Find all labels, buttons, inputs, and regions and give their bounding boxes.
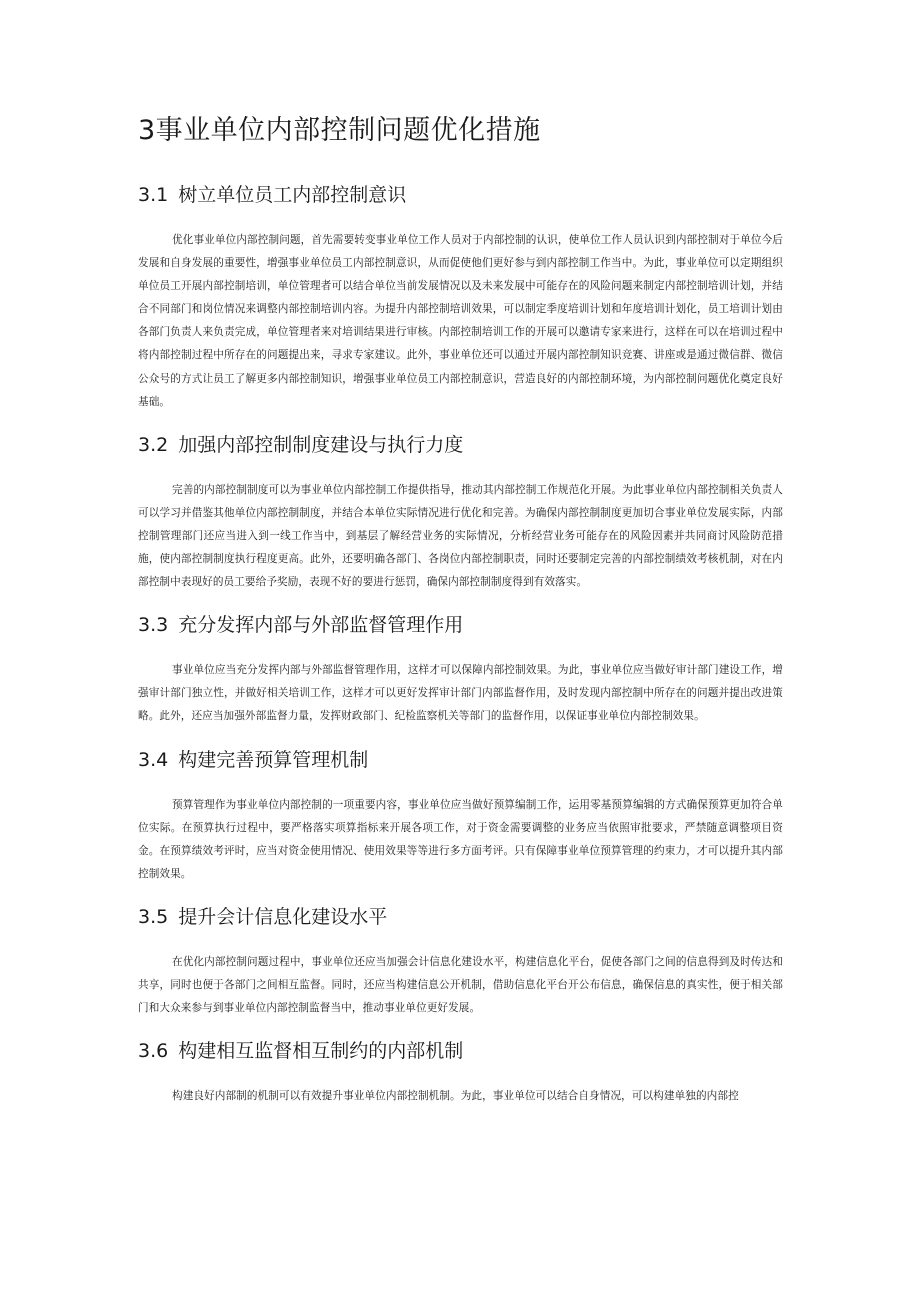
document-page <box>138 112 783 1108</box>
section-number: 3.5 <box>138 905 169 928</box>
section-number: 3.4 <box>138 748 169 771</box>
section-3-6 <box>138 1037 783 1108</box>
section-heading <box>138 1037 783 1065</box>
section-number: 3.2 <box>138 433 169 456</box>
section-paragraph: 优化事业单位内部控制问题，首先需要转变事业单位工作人员对于内部控制的认识，使单位工作人员认识到内部控制对于单位今后发展和自身发展的重要性，增强事业单位员工内部控制意识，从而促使他们更好参与到内部控制工作当中。为此，事业单位可以定期组织单位员工开展内部控制培训，单位管理者可以结合单位当前发展情况以及未来发展中可能存在的风险问题来制定内部控制培训计划，并结合不同部门和岗位情况来调整内部控制培训内容。为提升内部控制培训效果，可以制定季度培训计划和年度培训计划化，员工培训计划由各部门负责人来负责完成，单位管理者来对培训结果进行审核。内部控制培训工作的开展可以邀请专家来进行，这样在可以在培训过程中将内部控制过程中所存在的问题提出来，寻求专家建议。此外，事业单位还可以通过开展内部控制知识竞赛、讲座或是通过微信群、微信公众号的方式让员工了解更多内部控制知识，增强事业单位员工内部控制意识，营造良好的内部控制环境，为内部控制问题优化奠定良好基础。 <box>138 234 783 408</box>
section-title-text: 树立单位员工内部控制意识 <box>178 184 407 206</box>
section-paragraph: 构建良好内部制的机制可以有效提升事业单位内部控制机制。为此，事业单位可以结合自身情况，可以构建单独的内部控 <box>172 1090 739 1103</box>
section-title-text: 加强内部控制制度建设与执行力度 <box>178 433 464 456</box>
section-title-text: 充分发挥内部与外部监督管理作用 <box>178 614 464 637</box>
section-3-3 <box>138 611 783 728</box>
section-number: 3.6 <box>138 1040 169 1063</box>
chapter-title: 3事业单位内部控制问题优化措施 <box>138 115 541 146</box>
section-3-1 <box>138 181 783 414</box>
section-number: 3.1 <box>138 184 169 206</box>
section-heading <box>138 746 783 774</box>
section-3-2 <box>138 431 783 594</box>
section-title-text: 提升会计信息化建设水平 <box>178 905 388 928</box>
section-paragraph: 预算管理作为事业单位内部控制的一项重要内容，事业单位应当做好预算编制工作，运用零基预算编辑的方式确保预算更加符合单位实际。在预算执行过程中，要严格落实项算指标来开展各项工作，对于资金需要调整的业务应当依照审批要求，严禁随意调整项目资金。在预算绩效考评时，应当对资金使用情况、使用效果等等进行多方面考评。只有保障事业单位预算管理的约束力，才可以提升其内部控制效果。 <box>138 798 783 880</box>
section-title-text: 构建相互监督相互制约的内部机制 <box>178 1040 464 1063</box>
section-heading <box>138 903 783 931</box>
section-heading <box>138 181 783 209</box>
section-heading <box>138 611 783 639</box>
section-heading <box>138 431 783 459</box>
section-paragraph: 完善的内部控制制度可以为事业单位内部控制工作提供指导，推动其内部控制工作规范化开展。为此事业单位内部控制相关负责人可以学习并借鉴其他单位内部控制制度，并结合本单位实际情况进行优化和完善。为确保内部控制制度更加切合事业单位发展实际，内部控制管理部门还应当进入到一线工作当中，到基层了解经营业务的实际情况，分析经营业务可能存在的风险因素并共同商讨风险防范措施，使内部控制制度执行程度更高。此外，还要明确各部门、各岗位内部控制职责，同时还要制定完善的内部控制绩效考核机制，对在内部控制中表现好的员工要给予奖励，表现不好的要进行惩罚，确保内部控制制度得到有效落实。 <box>138 483 783 589</box>
section-3-5 <box>138 903 783 1020</box>
section-paragraph: 事业单位应当充分发挥内部与外部监督管理作用，这样才可以保障内部控制效果。为此，事业单位应当做好审计部门建设工作，增强审计部门独立性，并做好相关培训工作，这样才可以更好发挥审计部门内部监督作用，及时发现内部控制中所存在的问题并提出改进策略。此外，还应当加强外部监督力量，发挥财政部门、纪检监察机关等部门的监督作用，以保证事业单位内部控制效果。 <box>138 664 783 723</box>
section-paragraph: 在优化内部控制问题过程中，事业单位还应当加强会计信息化建设水平，构建信息化平台，促使各部门之间的信息得到及时传达和共享，同时也便于各部门之间相互监督。同时，还应当构建信息公开机制，借助信息化平台开公布信息，确保信息的真实性，便于相关部门和大众来参与到事业单位内部控制监督当中，推动事业单位更好发展。 <box>138 955 783 1015</box>
section-3-4 <box>138 746 783 886</box>
section-title-text: 构建完善预算管理机制 <box>178 748 369 771</box>
section-number: 3.3 <box>138 614 169 637</box>
